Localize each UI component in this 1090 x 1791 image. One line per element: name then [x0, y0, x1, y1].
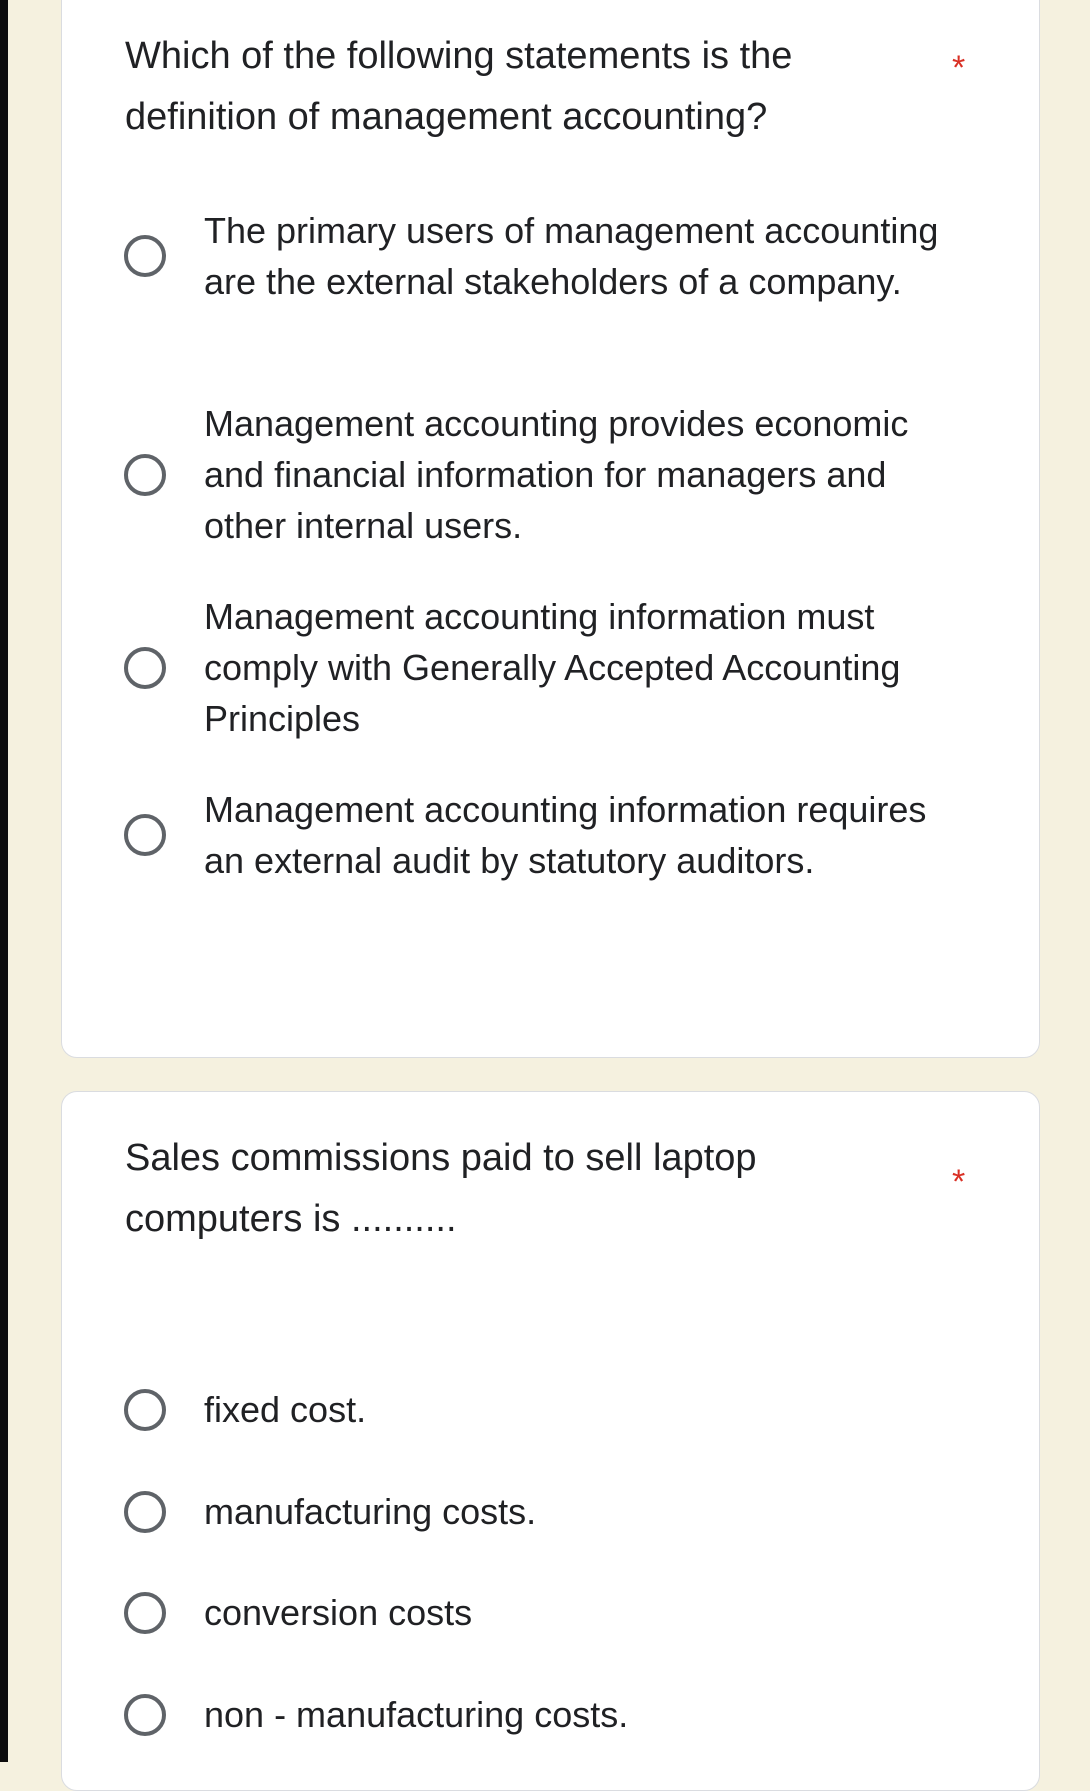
- question-title: Which of the following statements is the definition of management accounting?: [125, 35, 793, 138]
- option-label: Management accounting information must comply with Generally Accepted Accounting Principles: [204, 596, 901, 739]
- left-edge-strip: [0, 0, 8, 1762]
- radio-button-circle[interactable]: [124, 647, 166, 689]
- question-card-sales-commissions: [61, 1091, 1040, 1791]
- option-label: Management accounting provides economic and financial information for managers and other internal users.: [204, 403, 909, 546]
- radio-button-circle[interactable]: [124, 1491, 166, 1533]
- option-label: fixed cost.: [204, 1389, 367, 1430]
- question-title: Sales commissions paid to sell laptop computers is ..........: [125, 1137, 757, 1240]
- radio-option-internal-users[interactable]: [124, 398, 984, 551]
- radio-option-manufacturing-costs[interactable]: [124, 1486, 984, 1537]
- radio-option-conversion-costs[interactable]: [124, 1587, 984, 1638]
- option-label: The primary users of management accounting are the external stakeholders of a company.: [204, 210, 939, 302]
- radio-option-non-manufacturing-costs[interactable]: [124, 1689, 984, 1740]
- required-asterisk: *: [952, 49, 966, 87]
- required-asterisk: *: [952, 1163, 966, 1201]
- radio-button-circle[interactable]: [124, 1592, 166, 1634]
- radio-button-circle[interactable]: [124, 454, 166, 496]
- radio-button-circle[interactable]: [124, 1389, 166, 1431]
- question-card-management-accounting: [61, 0, 1040, 1058]
- radio-button-circle[interactable]: [124, 814, 166, 856]
- radio-option-gaap[interactable]: [124, 591, 984, 744]
- option-label: non - manufacturing costs.: [204, 1694, 629, 1735]
- radio-option-external-stakeholders[interactable]: [124, 205, 984, 307]
- option-label: Management accounting information requires an external audit by statutory auditors.: [204, 789, 927, 881]
- option-label: manufacturing costs.: [204, 1491, 537, 1532]
- option-label: conversion costs: [204, 1592, 473, 1633]
- radio-button-circle[interactable]: [124, 235, 166, 277]
- radio-option-external-audit[interactable]: [124, 784, 984, 886]
- radio-option-fixed-cost[interactable]: [124, 1384, 984, 1435]
- radio-button-circle[interactable]: [124, 1694, 166, 1736]
